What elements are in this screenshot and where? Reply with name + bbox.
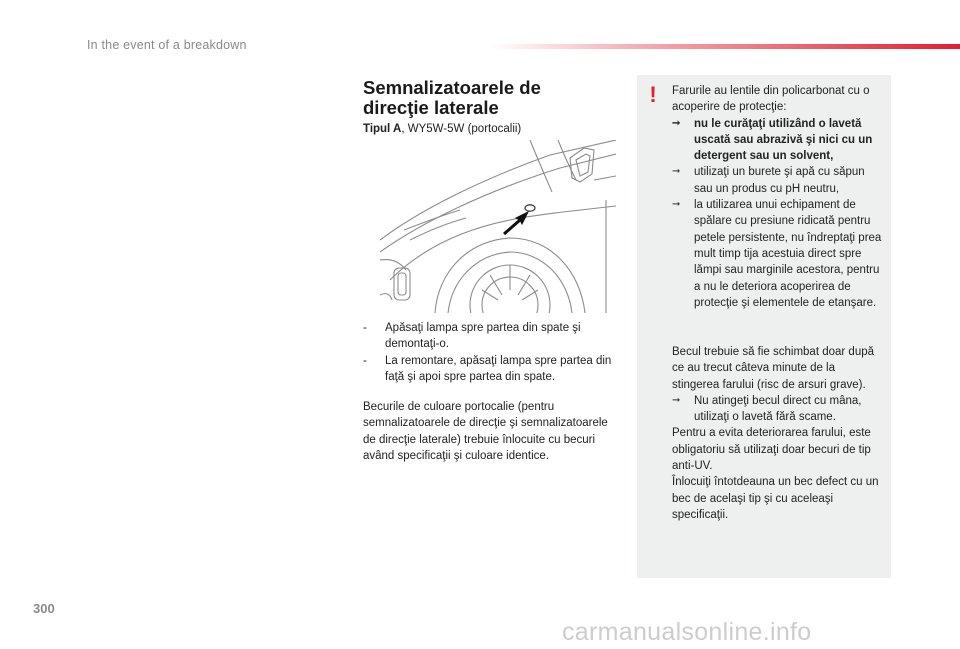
bulb-warning [672,344,884,523]
warning-bullet [672,393,884,426]
warning-bullet-text: nu le curăţaţi utilizând o lavetă uscată sau abrazivă şi nici cu un detergent sau un solvent, [694,117,873,163]
step-marker: - [363,322,367,334]
arrow-bullet-icon: ➞ [672,117,681,129]
step-item [363,353,613,386]
section-title-line2: direcţie laterale [363,97,499,118]
replace-bulb-note: Înlocuiţi întotdeauna un bec defect cu un bec de acelaşi tip şi cu aceleaşi specificaţii. [672,476,879,521]
arrow-bullet-icon: ➞ [672,394,681,406]
header-accent-bar [490,44,960,49]
step-text: Apăsaţi lampa spre partea din spate şi demontaţi-o. [385,322,581,351]
section-title [363,78,623,118]
uv-bulb-note: Pentru a evita deteriorarea farului, este obligatoriu să utilizaţi doar becuri de tip anti-UV. [672,427,871,473]
arrow-bullet-icon: ➞ [672,166,681,178]
step-marker: - [363,354,367,367]
warning-bullet [672,164,884,197]
lens-warning-intro: Farurile au lentile din policarbonat cu o acoperire de protecţie: [672,85,870,114]
warning-bullet-text: la utilizarea unui echipament de spălare cu presiune ridicată pentru petele persistente, nu îndreptaţi prea mult timp tija acestuia direct spre lămpi sau marginile acestora, pentru a nu le deteriora acoperirea de protecţie şi elementele de etanşare. [694,199,882,309]
lens-warning [672,83,884,311]
bulb-type-label: Tipul A [363,123,402,135]
bulb-colour-note: Becurile de culoare portocalie (pentru semnalizatoarele de direcţie şi semnalizatoarele de direcţie laterale) trebuie înlocuite cu becuri având specificaţii şi culoare identice. [363,401,608,462]
step-item [363,320,613,353]
warning-bullet [672,116,884,165]
removal-steps [363,320,613,385]
bulb-warning-intro: Becul trebuie să fie schimbat doar după ce au trecut câteva minute de la stingerea farului (risc de arsuri grave). [672,346,875,391]
bulb-type-spec: , WY5W-5W (portocalii) [401,123,522,135]
warning-bullet [672,197,884,311]
car-fender-drawing [380,140,616,313]
warning-bullet-text: utilizaţi un burete şi apă cu săpun sau un produs cu pH neutru, [694,166,865,195]
bulb-type [363,123,521,135]
page-number: 300 [33,601,55,616]
warning-bullet-text: Nu atingeţi becul direct cu mâna, utilizaţi o lavetă fără scame. [694,394,862,424]
warning-exclamation-icon: ! [649,82,657,107]
step-text: La remontare, apăsaţi lampa spre partea din faţă şi apoi spre partea din spate. [385,354,612,383]
section-title-line1: Semnalizatoarele de [363,77,541,98]
watermark: carmanualsonline.info [562,618,812,646]
side-indicator-illustration [380,140,616,313]
arrow-bullet-icon: ➞ [672,199,681,211]
chapter-title: In the event of a breakdown [87,38,247,52]
